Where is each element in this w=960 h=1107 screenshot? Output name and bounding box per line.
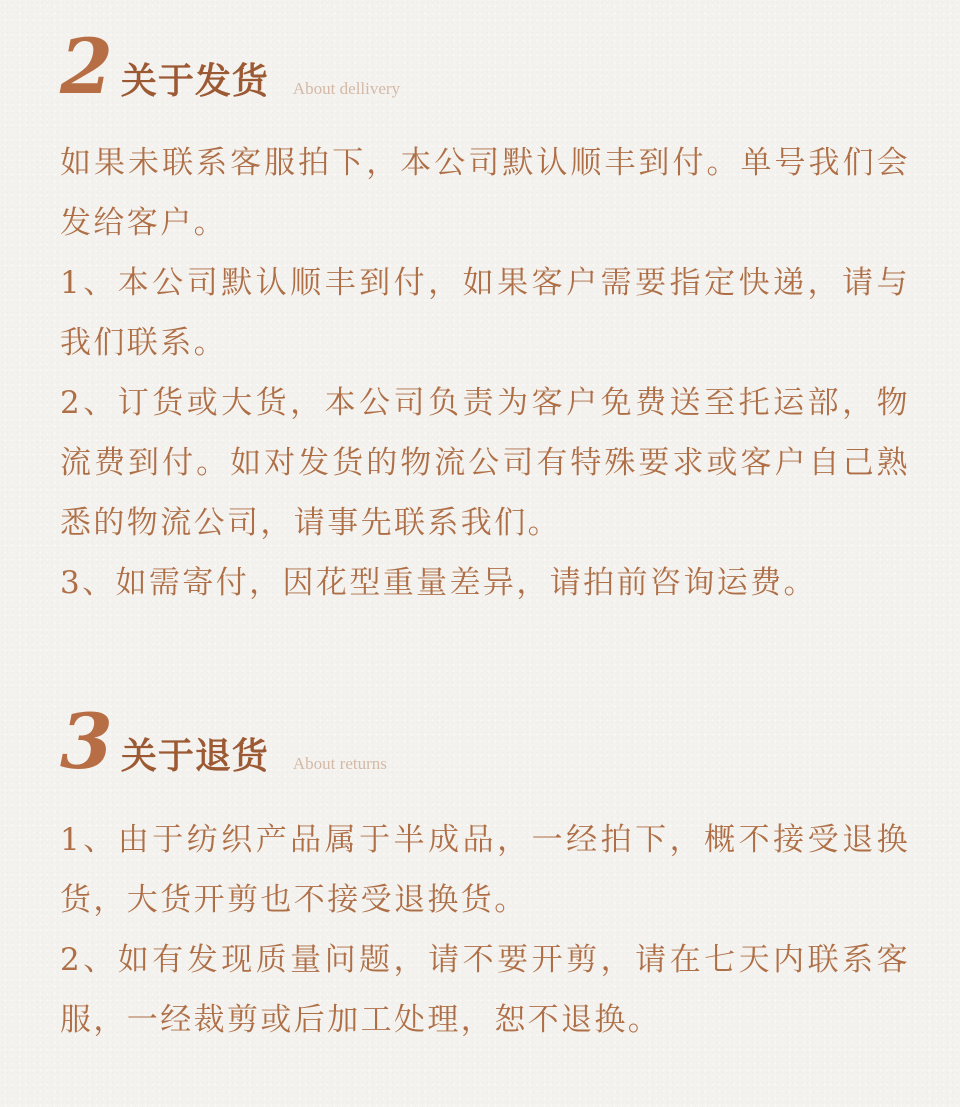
delivery-paragraph: 如果未联系客服拍下，本公司默认顺丰到付。单号我们会发给客户。 bbox=[60, 145, 910, 241]
delivery-paragraph: 1、本公司默认顺丰到付，如果客户需要指定快递，请与我们联系。 bbox=[60, 265, 910, 361]
returns-section-subtitle: About returns bbox=[292, 754, 387, 773]
delivery-body bbox=[60, 133, 910, 613]
delivery-heading bbox=[60, 22, 910, 111]
delivery-section-number: 2 bbox=[60, 22, 111, 111]
delivery-paragraph: 2、订货或大货，本公司负责为客户免费送至托运部，物流费到付。如对发货的物流公司有特殊要求或客户自己熟悉的物流公司，请事先联系我们。 bbox=[60, 385, 910, 541]
returns-heading bbox=[60, 697, 910, 786]
returns-section bbox=[60, 697, 910, 1050]
returns-body bbox=[60, 810, 910, 1050]
returns-section-number: 3 bbox=[60, 697, 111, 786]
delivery-section-subtitle: About dellivery bbox=[292, 79, 401, 98]
returns-section-title: 关于退货 bbox=[120, 735, 269, 777]
delivery-section bbox=[60, 22, 910, 613]
returns-paragraph: 1、由于纺织产品属于半成品，一经拍下，概不接受退换货，大货开剪也不接受退换货。 bbox=[60, 822, 910, 918]
delivery-section-title: 关于发货 bbox=[120, 60, 269, 102]
delivery-paragraph: 3、如需寄付，因花型重量差异，请拍前咨询运费。 bbox=[60, 565, 817, 601]
returns-paragraph: 2、如有发现质量问题，请不要开剪，请在七天内联系客服，一经裁剪或后加工处理，恕不退换。 bbox=[60, 942, 910, 1038]
